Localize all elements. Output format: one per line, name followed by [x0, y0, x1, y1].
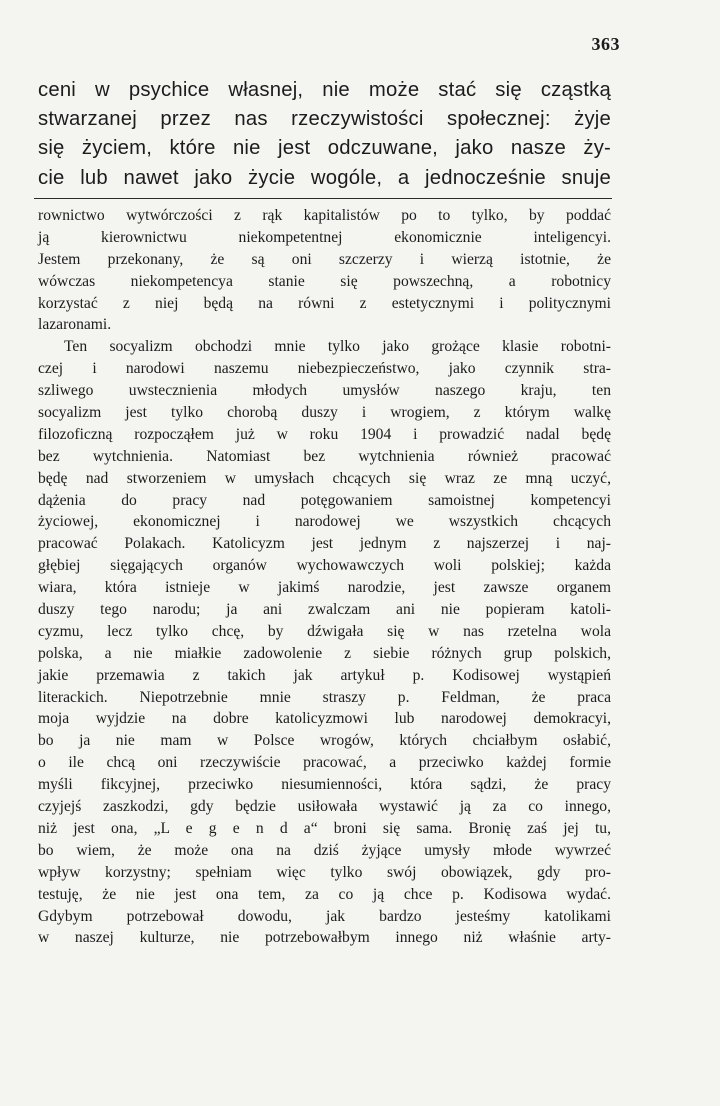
text-line: bo wiem, że może ona na dziś żyjące umysły młode wywrzeć	[38, 841, 611, 859]
text-line: Gdybym potrzebował dowodu, jak bardzo jesteśmy katolikami	[38, 907, 611, 925]
quoted-text-block	[38, 205, 611, 949]
text-line: socyalizm jest tylko chorobą duszy i wrogiem, z którym walkę	[38, 404, 611, 422]
text-line: głębiej sięgających organów wychowawczych woli polskiej; każda	[38, 557, 611, 575]
section-divider	[34, 198, 612, 199]
text-line: bez wytchnienia. Natomiast bez wytchnienia również pracować	[38, 447, 611, 465]
text-line: literackich. Niepotrzebnie mnie straszy p. Feldman, że praca	[38, 688, 611, 706]
text-line: będę nad stworzeniem w umysłach chcących się wraz ze mną uczyć,	[38, 469, 611, 487]
text-line: czej i narodowi naszemu niebezpieczeństwo, jako czynnik stra-	[38, 360, 611, 378]
text-line: cyzmu, lecz tylko chcę, by dźwigała się w nas rzetelna wola	[38, 622, 611, 640]
text-line: w naszej kulturze, nie potrzebowałbym innego niż właśnie arty-	[38, 929, 611, 947]
text-line: się życiem, które nie jest odczuwane, jako nasze ży-	[38, 137, 611, 160]
main-text-block	[38, 76, 611, 193]
text-line: Ten socyalizm obchodzi mnie tylko jako grożące klasie robotni-	[64, 338, 611, 356]
text-line: filozoficzną rozpocząłem już w roku 1904 i prowadzić nadal będę	[38, 425, 611, 443]
text-line: korzystać z niej będą na równi z estetycznymi i politycznymi	[38, 294, 611, 312]
text-line: lazaronami.	[38, 316, 112, 334]
text-line: testuję, że nie jest ona tem, za co ją chce p. Kodisowa wydać.	[38, 885, 611, 903]
text-line: duszy tego narodu; ja ani zwalczam ani nie popieram katoli-	[38, 601, 611, 619]
page-number: 363	[591, 34, 620, 54]
text-line: Jestem przekonany, że są oni szczerzy i wierzą istotnie, że	[38, 250, 611, 268]
text-line: jakie przemawia z takich jak artykuł p. Kodisowej wystąpień	[38, 666, 611, 684]
text-line: cie lub nawet jako życie wogóle, a jednocześnie snuje	[38, 166, 611, 189]
text-line: ceni w psychice własnej, nie może stać się cząstką	[38, 79, 611, 101]
text-line: szliwego uwstecznienia młodych umysłów naszego kraju, ten	[38, 382, 611, 400]
text-line: bo ja nie mam w Polsce wrogów, których chciałbym osłabić,	[38, 732, 611, 750]
text-line: myśli fikcyjnej, przeciwko niesumienności, która sądzi, że pracy	[38, 776, 611, 794]
text-line: dążenia do pracy nad potęgowaniem samoistnej kompetencyi	[38, 491, 611, 509]
text-line: moja wyjdzie na dobre katolicyzmowi lub narodowej demokracyi,	[38, 710, 611, 728]
text-line: niż jest ona, „L e g e n d a“ broni się sama. Bronię zaś jej tu,	[38, 819, 611, 837]
text-line: życiowej, ekonomicznej i narodowej we wszystkich chcących	[38, 513, 611, 531]
text-line: o ile chcą oni rzeczywiście pracować, a przeciwko każdej formie	[38, 754, 611, 772]
text-line: wiara, która istnieje w jakimś narodzie, jest zawsze organem	[38, 579, 611, 597]
text-line: polska, a nie miałkie zadowolenie z siebie różnych grup polskich,	[38, 644, 611, 662]
text-line: pracować Polakach. Katolicyzm jest jednym z najszerzej i naj-	[38, 535, 611, 553]
text-line: ją kierownictwu niekompetentnej ekonomicznie inteligencyi.	[38, 228, 611, 246]
text-line: wpływ korzystny; spełniam więc tylko swój obowiązek, gdy pro-	[38, 863, 611, 881]
text-line: wówczas niekompetencya stanie się powszechną, a robotnicy	[38, 272, 611, 290]
text-line: stwarzanej przez nas rzeczywistości społecznej: żyje	[38, 108, 611, 131]
text-line: czyjejś zaszkodzi, gdy będzie usiłowała wystawić ją za co innego,	[38, 798, 611, 816]
text-line: rownictwo wytwórczości z rąk kapitalistów po to tylko, by poddać	[38, 207, 611, 224]
